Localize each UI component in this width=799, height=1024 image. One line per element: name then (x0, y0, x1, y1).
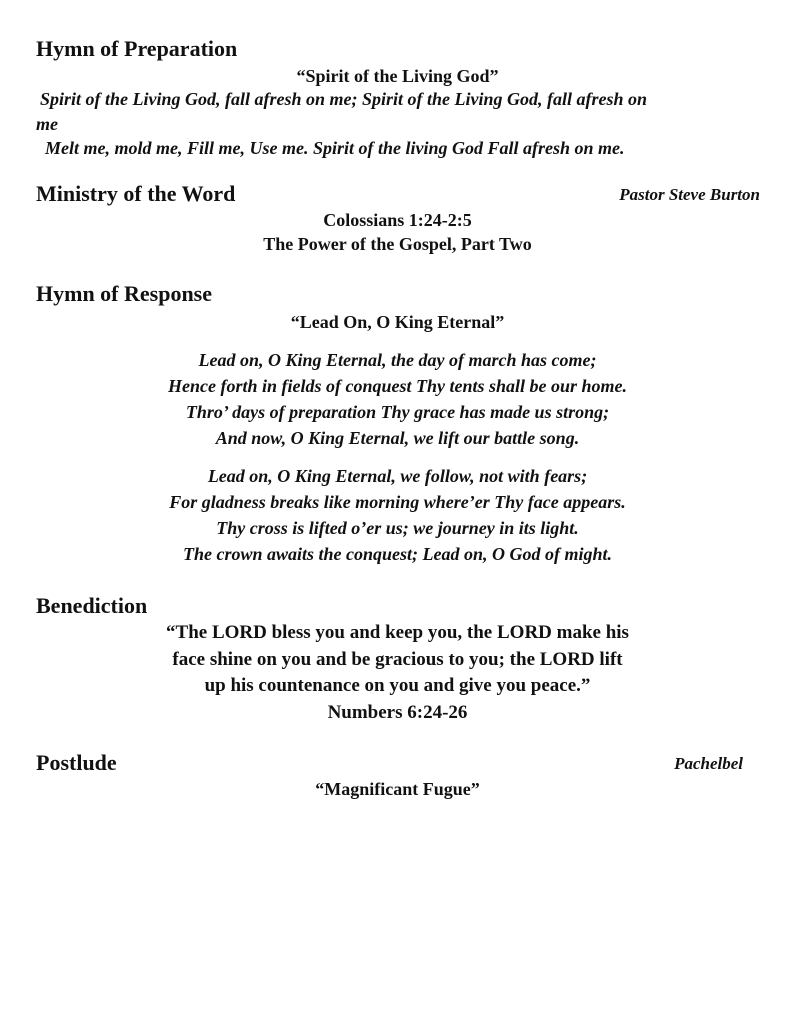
scripture-reference: Colossians 1:24-2:5 (323, 210, 472, 230)
benediction-line: “The LORD bless you and keep you, the LORD make his (166, 622, 629, 643)
hymn-lyric-line: Lead on, O King Eternal, we follow, not with fears; (207, 466, 588, 486)
hymn-stanza-1 (0, 347, 795, 451)
speaker-name: Pastor Steve Burton (619, 185, 760, 204)
section-heading-ministry-of-the-word: Ministry of the Word (36, 181, 236, 206)
hymn-title-spirit-of-the-living-god: “Spirit of the Living God” (296, 66, 499, 86)
hymn-lyric-line: The crown awaits the conquest; Lead on, O God of might. (182, 544, 613, 564)
hymn-stanza-2 (0, 463, 795, 567)
hymn-lyric-line: me (36, 114, 58, 134)
hymn-lyric-line: Melt me, mold me, Fill me, Use me. Spirit of the living God Fall afresh on me. (45, 138, 625, 158)
hymn-lyric-line: Spirit of the Living God, fall afresh on me; Spirit of the Living God, fall afresh on (40, 89, 648, 109)
section-heading-hymn-of-preparation: Hymn of Preparation (36, 36, 238, 61)
benediction-reference: Numbers 6:24-26 (327, 701, 468, 723)
hymn-lyric-line: Thy cross is lifted o’er us; we journey in its light. (216, 518, 579, 538)
sermon-title: The Power of the Gospel, Part Two (263, 234, 532, 254)
benediction-line: face shine on you and be gracious to you; the LORD lift (172, 648, 623, 670)
hymn-lyric-line: And now, O King Eternal, we lift our battle song. (215, 428, 580, 448)
hymn-lyric-line: Hence forth in fields of conquest Thy tents shall be our home. (167, 376, 628, 396)
section-heading-hymn-of-response: Hymn of Response (36, 281, 213, 306)
hymn-lyric-line: For gladness breaks like morning where’er Thy face appears. (169, 492, 626, 512)
hymn-title-lead-on-o-king-eternal: “Lead On, O King Eternal” (290, 312, 505, 332)
benediction-text (0, 620, 795, 726)
hymn-lyric-line: Thro’ days of preparation Thy grace has made us strong; (185, 402, 610, 422)
postlude-title: “Magnificant Fugue” (315, 779, 480, 799)
hymn-lyric-line: Lead on, O King Eternal, the day of march has come; (198, 350, 597, 370)
benediction-line: up his countenance on you and give you peace.” (204, 675, 591, 696)
section-heading-postlude: Postlude (36, 750, 117, 775)
composer-name: Pachelbel (674, 754, 743, 773)
section-heading-benediction: Benediction (36, 593, 148, 618)
